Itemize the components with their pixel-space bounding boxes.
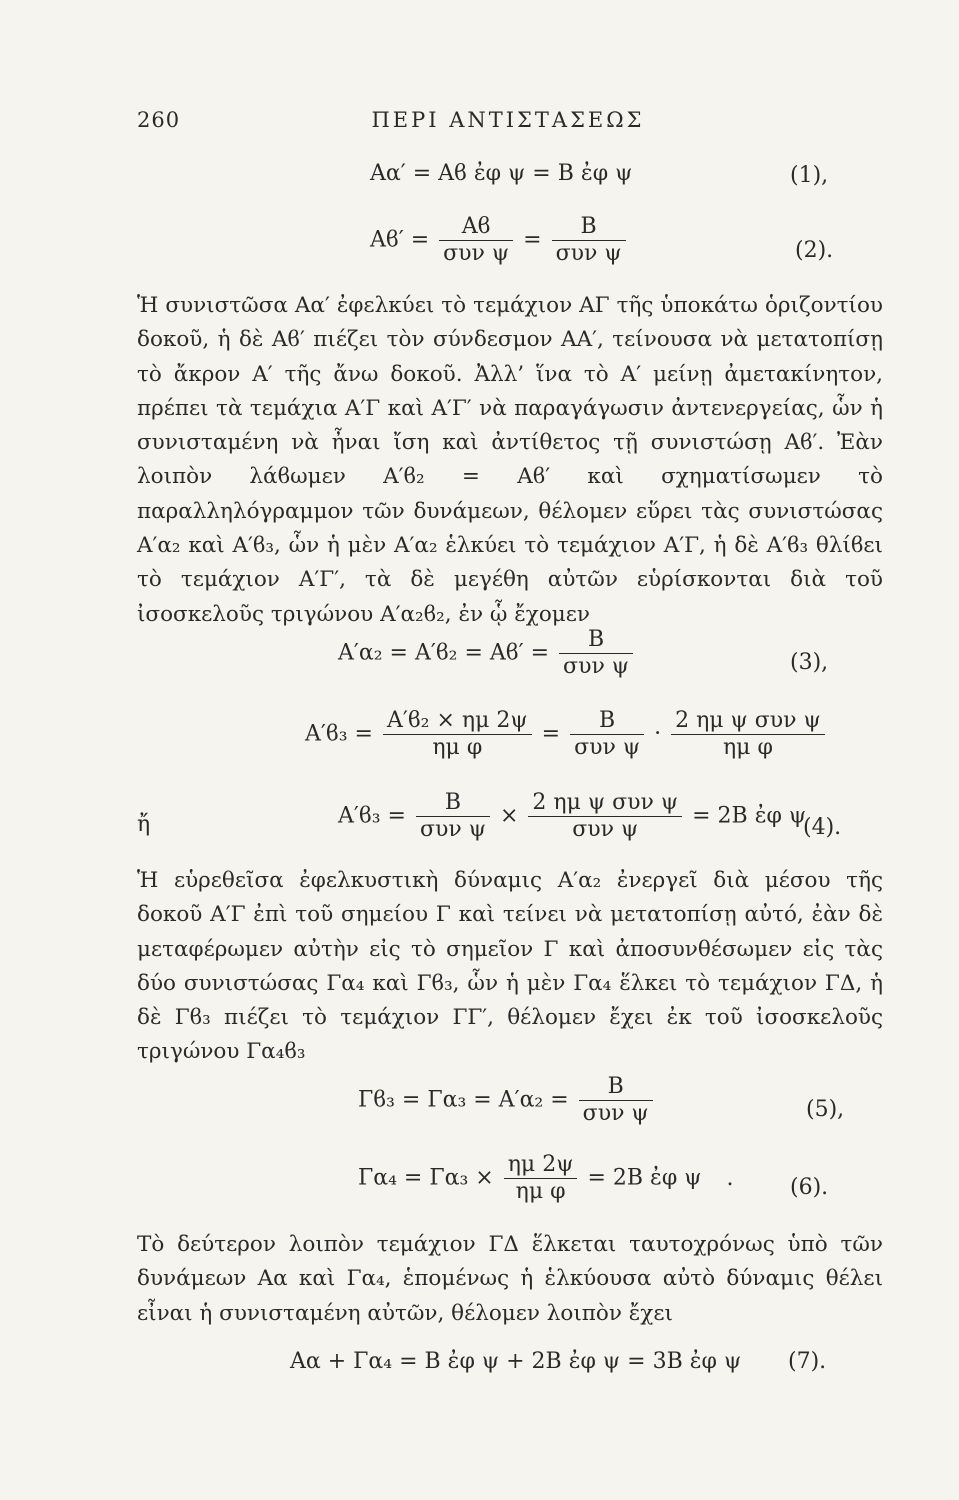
or-word: ἤ (137, 812, 151, 837)
equation-2 (370, 214, 629, 267)
paragraph-2: Ἡ εὑρεθεῖσα ἐφελκυστικὴ δύναμις Α′α₂ ἐνεργεῖ διὰ μέσου τῆς δοκοῦ Α′Γ ἐπὶ τοῦ σημείου Γ καὶ τείνει νὰ μετατοπίσῃ αὐτό, ἐὰν δὲ μεταφέρωμεν αὐτὴν εἰς τὸ σημεῖον Γ καὶ ἀποσυνθέσωμεν εἰς τὰς δύο συνιστώσας Γα₄ καὶ Γϐ₃, ὧν ἡ μὲν Γα₄ ἕλκει τὸ τεμάχιον ΓΔ, ἡ δὲ Γϐ₃ πιέζει τὸ τεμάχιον ΓΓ′, θέλομεν ἔχει ἐκ τοῦ ἰσοσκελοῦς τριγώνου Γα₄ϐ₃ (137, 868, 883, 1065)
fraction-denominator: συν ψ (555, 241, 622, 266)
equation-4-number: (4). (803, 815, 842, 840)
equation-7 (290, 1349, 741, 1375)
equation-4-lhs: Α′ϐ₃ = (338, 803, 406, 829)
equation-intermediate-lhs: Α′ϐ₃ = (305, 721, 373, 747)
fraction-denominator: ημ φ (432, 735, 483, 760)
equation-6-lhs: Γα₄ = Γα₃ × (358, 1165, 494, 1191)
equation-7-text: Αα + Γα₄ = Β ἐφ ψ + 2Β ἐφ ψ = 3Β ἐφ ψ (290, 1349, 742, 1374)
equation-intermediate-fraction-3 (671, 708, 825, 761)
fraction-numerator: Β (552, 214, 626, 241)
fraction-numerator: Αϐ (439, 214, 513, 241)
fraction-denominator: ημ φ (515, 1179, 566, 1204)
times-sign: × (499, 803, 519, 829)
equation-6 (358, 1152, 734, 1205)
fraction-numerator: ημ 2ψ (504, 1152, 578, 1179)
paragraph-1: Ἡ συνιστῶσα Αα′ ἐφελκύει τὸ τεμάχιον ΑΓ τῆς ὑποκάτω ὁριζοντίου δοκοῦ, ἡ δὲ Αϐ′ πιέζει τὸν σύνδεσμον ΑΑ′, τείνουσα νὰ μετατοπίσῃ τὸ ἄκρον Α′ τῆς ἄνω δοκοῦ. Ἀλλ’ ἵνα τὸ Α′ μείνῃ ἀμετακίνητον, πρέπει τὰ τεμάχια Α′Γ καὶ Α′Γ′ νὰ παραγάγωσιν ἀντενεργείας, ὧν ἡ συνισταμένη νὰ ἦναι ἴση καὶ ἀντίθετος τῇ συνιστώσῃ Αϐ′. Ἐὰν λοιπὸν λάϐωμεν Α′ϐ₂ = Αϐ′ καὶ σχηματίσωμεν τὸ παραλληλόγραμμον τῶν δυνάμεων, θέλομεν εὕρει τὰς συνιστώσας Α′α₂ καὶ Α′ϐ₃, ὧν ἡ μὲν Α′α₂ ἑλκύει τὸ τεμάχιον Α′Γ, ἡ δὲ Α′ϐ₃ θλίϐει τὸ τεμάχιον Α′Γ′, τὰ δὲ μεγέθη αὐτῶν εὑρίσκονται διὰ τοῦ ἰσοσκελοῦς τριγώνου Α′α₂ϐ₂, ἐν ᾧ ἔχομεν (137, 293, 883, 627)
multiplication-dot: · (654, 721, 662, 747)
running-title: ΠΕΡΙ ΑΝΤΙΣΤΑΣΕΩΣ (371, 108, 645, 132)
equals-sign: = (523, 227, 542, 253)
page-number: 260 (137, 108, 181, 132)
fraction-numerator: Β (559, 627, 633, 654)
equation-intermediate-fraction-1 (383, 708, 532, 761)
equation-6-dot: . (726, 1165, 734, 1191)
equation-6-number: (6). (790, 1175, 829, 1200)
equation-intermediate (305, 708, 828, 761)
equation-7-number: (7). (788, 1349, 827, 1374)
equation-4-fraction-1 (416, 790, 490, 843)
fraction-denominator: συν ψ (443, 241, 510, 266)
paragraph-3: Τὸ δεύτερον λοιπὸν τεμάχιον ΓΔ ἕλκεται ταυτοχρόνως ὑπὸ τῶν δυνάμεων Αα καὶ Γα₄, ἑπομένως ἡ ἑλκύουσα αὐτὸ δύναμις θέλει εἶναι ἡ συνισταμένη αὐτῶν, θέλομεν λοιπὸν ἔχει (137, 1232, 883, 1326)
equation-1-number: (1), (790, 163, 829, 188)
equation-4 (338, 790, 806, 843)
equation-3-number: (3), (790, 650, 829, 675)
equation-1 (370, 161, 632, 187)
equation-2-fraction-1 (439, 214, 513, 267)
equation-3 (338, 627, 636, 680)
equation-4-fraction-2 (528, 790, 682, 843)
fraction-denominator: συν ψ (563, 654, 630, 679)
fraction-denominator: συν ψ (572, 817, 639, 842)
equation-3-fraction (559, 627, 633, 680)
equation-2-lhs: Αϐ′ = (370, 227, 430, 253)
equation-5-number: (5), (806, 1097, 845, 1122)
fraction-denominator: συν ψ (574, 735, 641, 760)
fraction-numerator: 2 ημ ψ συν ψ (528, 790, 682, 817)
fraction-numerator: Α′ϐ₂ × ημ 2ψ (383, 708, 532, 735)
fraction-numerator: Β (570, 708, 644, 735)
equation-1-text: Αα′ = Αϐ ἐφ ψ = Β ἐφ ψ (370, 161, 633, 186)
fraction-denominator: συν ψ (582, 1101, 649, 1126)
fraction-numerator: 2 ημ ψ συν ψ (671, 708, 825, 735)
fraction-numerator: Β (416, 790, 490, 817)
equation-4-rhs: = 2Β ἐφ ψ (692, 803, 807, 829)
equation-2-number: (2). (795, 238, 834, 263)
fraction-denominator: ημ φ (722, 735, 773, 760)
equation-5 (358, 1074, 656, 1127)
fraction-numerator: Β (579, 1074, 653, 1101)
equation-2-fraction-2 (552, 214, 626, 267)
equation-3-lhs: Α′α₂ = Α′ϐ₂ = Αϐ′ = (338, 640, 550, 666)
fraction-denominator: συν ψ (419, 817, 486, 842)
equation-6-rhs: = 2Β ἐφ ψ (587, 1165, 702, 1191)
equation-5-fraction (579, 1074, 653, 1127)
page-header (137, 108, 879, 138)
equation-intermediate-fraction-2 (570, 708, 644, 761)
equation-6-fraction (504, 1152, 578, 1205)
equals-sign: = (541, 721, 561, 747)
equation-5-lhs: Γϐ₃ = Γα₃ = Α′α₂ = (358, 1087, 569, 1113)
